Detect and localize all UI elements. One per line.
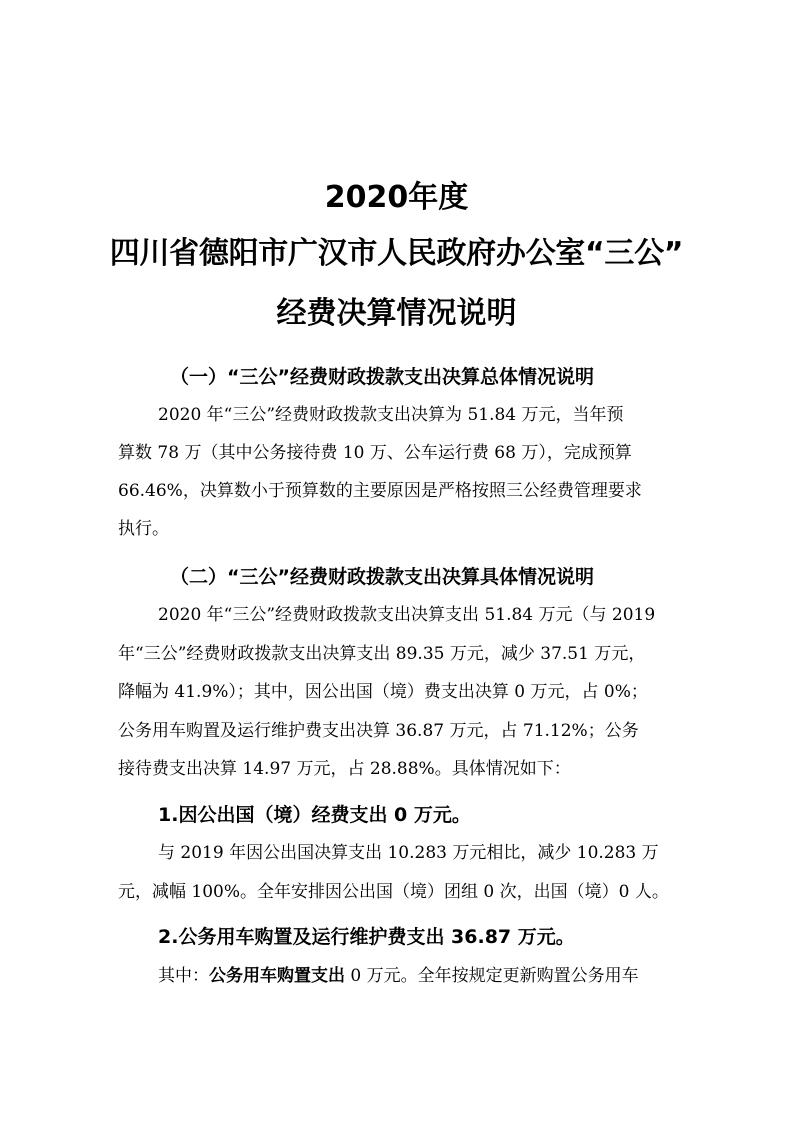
- item1-line: 元，减幅 100%。全年安排因公出国（境）团组 0 次，出国（境）0 人。: [118, 882, 669, 902]
- section2-line: 年“三公”经费财政拨款支出决算支出 89.35 万元，减少 37.51 万元，: [118, 644, 646, 664]
- item1-line: 与 2019 年因公出国决算支出 10.283 万元相比，减少 10.283 万: [158, 843, 659, 863]
- section2-heading: （二）“三公”经费财政拨款支出决算具体情况说明: [170, 566, 594, 588]
- section1-heading: （一）“三公”经费财政拨款支出决算总体情况说明: [170, 366, 594, 388]
- section1-line: 算数 78 万（其中公务接待费 10 万、公车运行费 68 万），完成预算: [118, 443, 632, 463]
- item2-line: [158, 968, 639, 985]
- section2-line: 2020 年“三公”经费财政拨款支出决算支出 51.84 万元（与 2019: [158, 605, 656, 625]
- section1-line: 执行。: [118, 519, 169, 539]
- section2-line: 公务用车购置及运行维护费支出决算 36.87 万元，占 71.12%；公务: [118, 721, 639, 741]
- title-subject: 经费决算情况说明: [276, 296, 517, 331]
- section2-line: 接待费支出决算 14.97 万元，占 28.88%。具体情况如下：: [118, 759, 571, 779]
- item2-line-rest: 0 万元。全年按规定更新购置公务用车: [345, 966, 639, 986]
- section1-line: 66.46%，决算数小于预算数的主要原因是严格按照三公经费管理要求: [118, 481, 642, 501]
- item2-line-bold: 公务用车购置支出: [209, 966, 345, 986]
- item2-heading: 2.公务用车购置及运行维护费支出 36.87 万元。: [158, 926, 575, 948]
- title-organization: 四川省德阳市广汉市人民政府办公室“三公”: [109, 236, 684, 271]
- section2-line: 降幅为 41.9%）；其中，因公出国（境）费支出决算 0 万元，占 0%；: [118, 682, 648, 702]
- item2-line-prefix: 其中：: [158, 966, 209, 986]
- section1-line: 2020 年“三公”经费财政拨款支出决算为 51.84 万元，当年预: [158, 405, 624, 425]
- item1-heading: 1.因公出国（境）经费支出 0 万元。: [158, 804, 471, 826]
- title-year: 2020年度: [324, 180, 469, 215]
